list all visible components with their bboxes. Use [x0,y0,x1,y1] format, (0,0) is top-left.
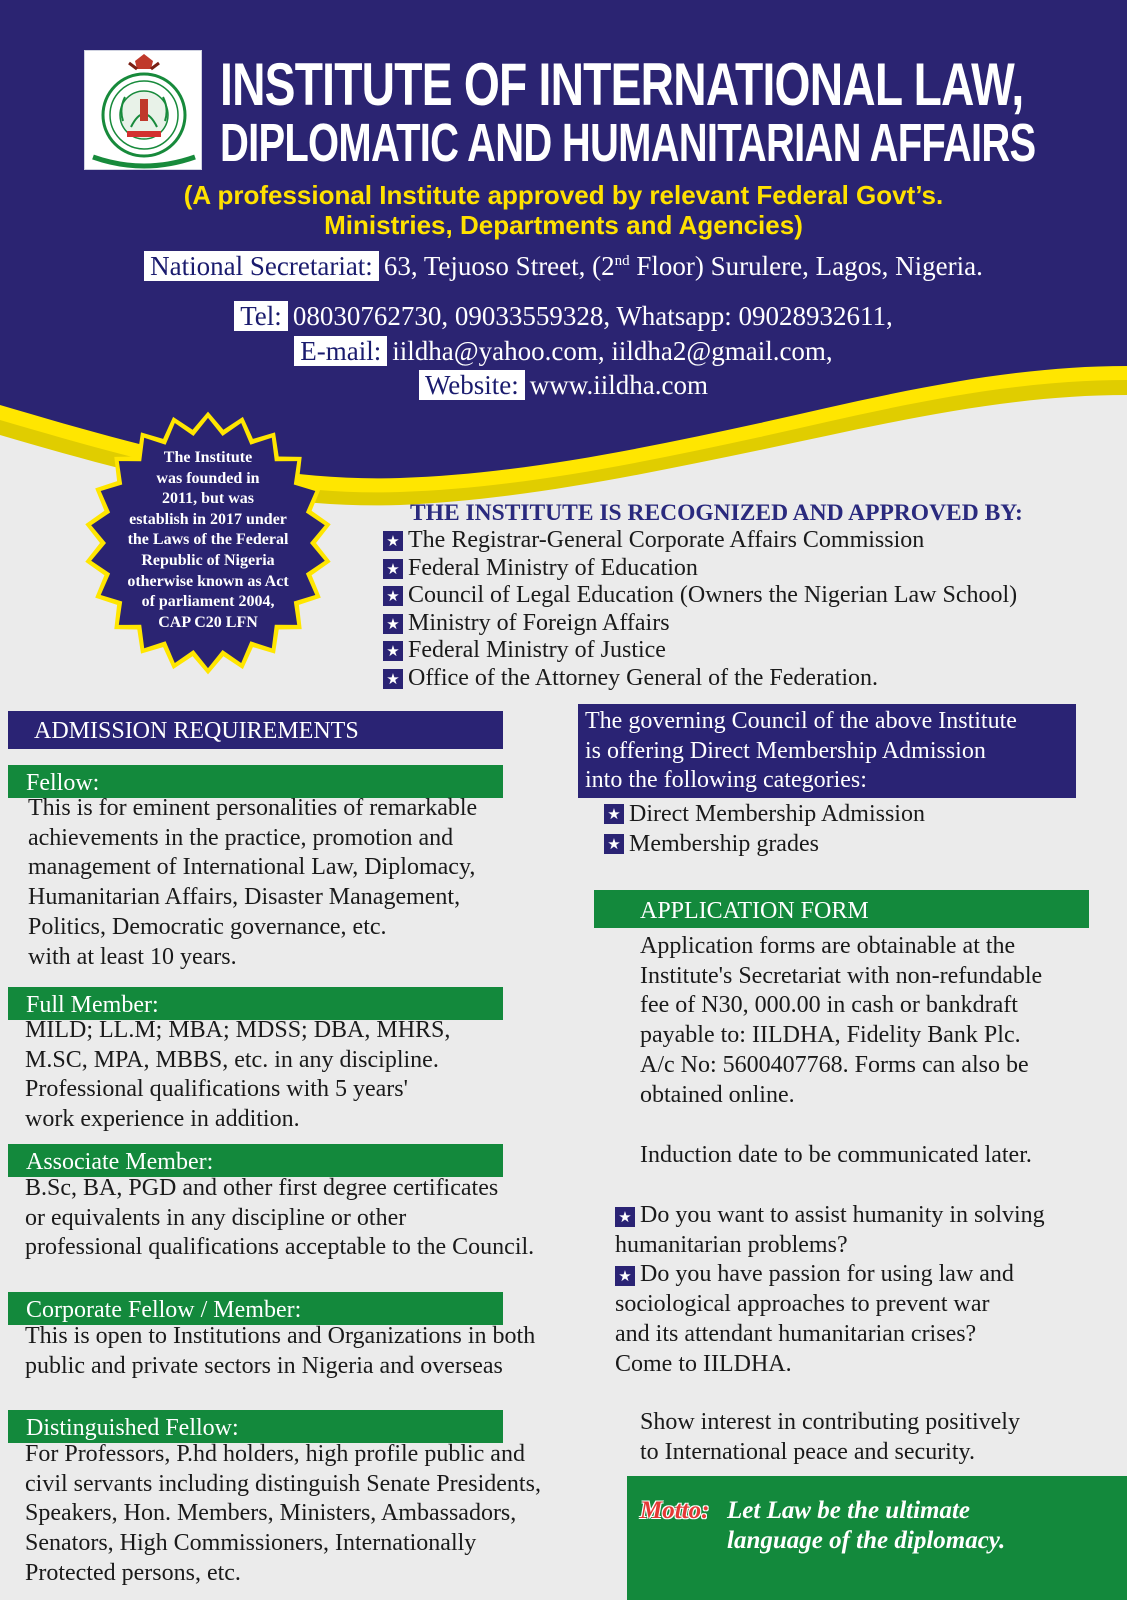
recognition-item-text: Federal Ministry of Justice [408,637,666,664]
recognition-item-text: Council of Legal Education (Owners the Nigerian Law School) [408,582,1018,609]
distinguished-fellow-heading: Distinguished Fellow: [8,1410,503,1443]
membership-category-item [604,830,925,860]
motto-line2: language of the diplomacy. [727,1527,1006,1554]
approval-subtitle-line2: Ministries, Departments and Agencies) [324,210,803,240]
recognition-item-text: Office of the Attorney General of the Federation. [408,664,879,691]
membership-categories-list [604,800,925,859]
membership-category-item-text: Membership grades [629,830,819,857]
address-part1: 63, Tejuoso Street, (2 [383,251,615,281]
question-item-text: Do you have passion for using law and sociological approaches to prevent war and its attendant humanitarian crises? Come to IILDHA. [615,1261,1014,1377]
question-item [615,1260,1045,1379]
questions-list [615,1201,1045,1379]
secretariat-label: National Secretariat: [144,251,379,281]
star-bullet-icon: ★ [383,641,403,661]
associate-member-description: B.Sc, BA, PGD and other first degree certificates or equivalents in any discipline or other professional qualifications acceptable to the Council. [25,1175,535,1261]
institute-title-line2: DIPLOMATIC AND HUMANITARIAN AFFAIRS [220,113,1036,173]
recognition-item-text: The Registrar-General Corporate Affairs Commission [408,527,925,553]
question-item [615,1201,1045,1260]
recognition-item [383,610,1017,638]
induction-note: Induction date to be communicated later. [640,1142,1032,1168]
full-member-heading: Full Member: [8,987,503,1020]
recognition-item-text: Ministry of Foreign Affairs [408,609,670,636]
founding-badge-line: Republic of Nigeria [141,551,275,569]
recognition-list [383,527,1017,693]
email-line [0,335,1127,367]
council-offer-text: The governing Council of the above Institute is offering Direct Membership Admission into the following categories: [585,708,1017,793]
corporate-fellow-heading: Corporate Fellow / Member: [8,1292,503,1325]
address-ordinal: nd [614,253,630,269]
founding-badge-line: CAP C20 LFN [158,613,258,631]
tel-value: 08030762730, 09033559328, Whatsapp: 09028932611, [292,301,893,331]
tel-label: Tel: [234,301,288,331]
approval-subtitle-line1: (A professional Institute approved by relevant Federal Govt’s. [183,180,944,210]
email-label: E-mail: [294,336,387,366]
star-bullet-icon: ★ [383,531,403,551]
institute-title-line1: INSTITUTE OF INTERNATIONAL LAW, [220,51,1024,118]
seal-icon [85,51,203,171]
institute-logo [84,50,202,170]
full-member-description: MILD; LL.M; MBA; MDSS; DBA, MHRS, M.SC, MPA, MBBS, etc. in any discipline. Professional qualifications with 5 years' work experience in addition. [25,1017,451,1133]
secretariat-address [0,250,1127,282]
founding-badge-line: otherwise known as Act [127,572,289,590]
recognition-item-text: Federal Ministry of Education [408,554,698,581]
fellow-heading: Fellow: [8,765,503,798]
recognition-item [383,665,1017,693]
star-bullet-icon: ★ [604,804,624,824]
telephone-line [0,300,1127,332]
question-item-text: Do you want to assist humanity in solving humanitarian problems? [615,1202,1045,1258]
star-bullet-icon: ★ [383,586,403,606]
corporate-fellow-description: This is open to Institutions and Organizations in both public and private sectors in Nigeria and overseas [25,1323,536,1379]
closing-statement: Show interest in contributing positively to International peace and security. [640,1409,1020,1465]
membership-category-item [604,800,925,830]
email-value[interactable]: iildha@yahoo.com, iildha2@gmail.com, [392,336,833,366]
recognition-heading: THE INSTITUTE IS RECOGNIZED AND APPROVED BY: [410,500,1023,526]
star-bullet-icon: ★ [383,559,403,579]
founding-badge-line: the Laws of the Federal [127,531,289,549]
recognition-item [383,527,1017,555]
motto-label: Motto: [640,1497,710,1524]
founding-badge-text [98,448,318,633]
distinguished-fellow-description: For Professors, P.hd holders, high profile public and civil servants including distinguish Senate Presidents, Speakers, Hon. Members, Ministers, Ambassadors, Senators, High Commissioners, Internationally Protected persons, etc. [25,1441,541,1586]
founding-badge-line: of parliament 2004, [141,593,275,611]
fellow-description: This is for eminent personalities of remarkable achievements in the practice, promotion and management of International Law, Diplomacy, Humanitarian Affairs, Disaster Management, Politics, Democratic governance, etc. with at least 10 years. [28,795,478,970]
recognition-item [383,555,1017,583]
associate-member-heading: Associate Member: [8,1144,503,1177]
address-part2: Floor) Surulere, Lagos, Nigeria. [629,251,983,281]
star-bullet-icon: ★ [615,1207,635,1227]
star-bullet-icon: ★ [604,834,624,854]
founding-badge-line: 2011, but was [161,490,255,508]
admission-requirements-heading: ADMISSION REQUIREMENTS [8,711,503,749]
recognition-item [383,582,1017,610]
recognition-item [383,637,1017,665]
star-bullet-icon: ★ [383,614,403,634]
motto-line1: Let Law be the ultimate [727,1497,971,1524]
founding-badge-line: was founded in [156,469,260,487]
founding-badge-line: The Institute [163,449,253,466]
council-offer-box [578,704,1076,798]
star-bullet-icon: ★ [383,669,403,689]
application-form-text: Application forms are obtainable at the Institute's Secretariat with non-refundable fee of N30, 000.00 in cash or bankdraft payable to: IILDHA, Fidelity Bank Plc. A/c No: 5600407768. Forms can also be obtained online. [640,933,1043,1108]
star-bullet-icon: ★ [615,1266,635,1286]
membership-category-item-text: Direct Membership Admission [629,801,925,827]
website-link[interactable]: www.iildha.com [529,370,709,400]
website-line [0,369,1127,401]
website-label: Website: [419,370,525,400]
founding-badge-line: establish in 2017 under [129,510,287,528]
application-form-heading: APPLICATION FORM [594,890,1089,928]
